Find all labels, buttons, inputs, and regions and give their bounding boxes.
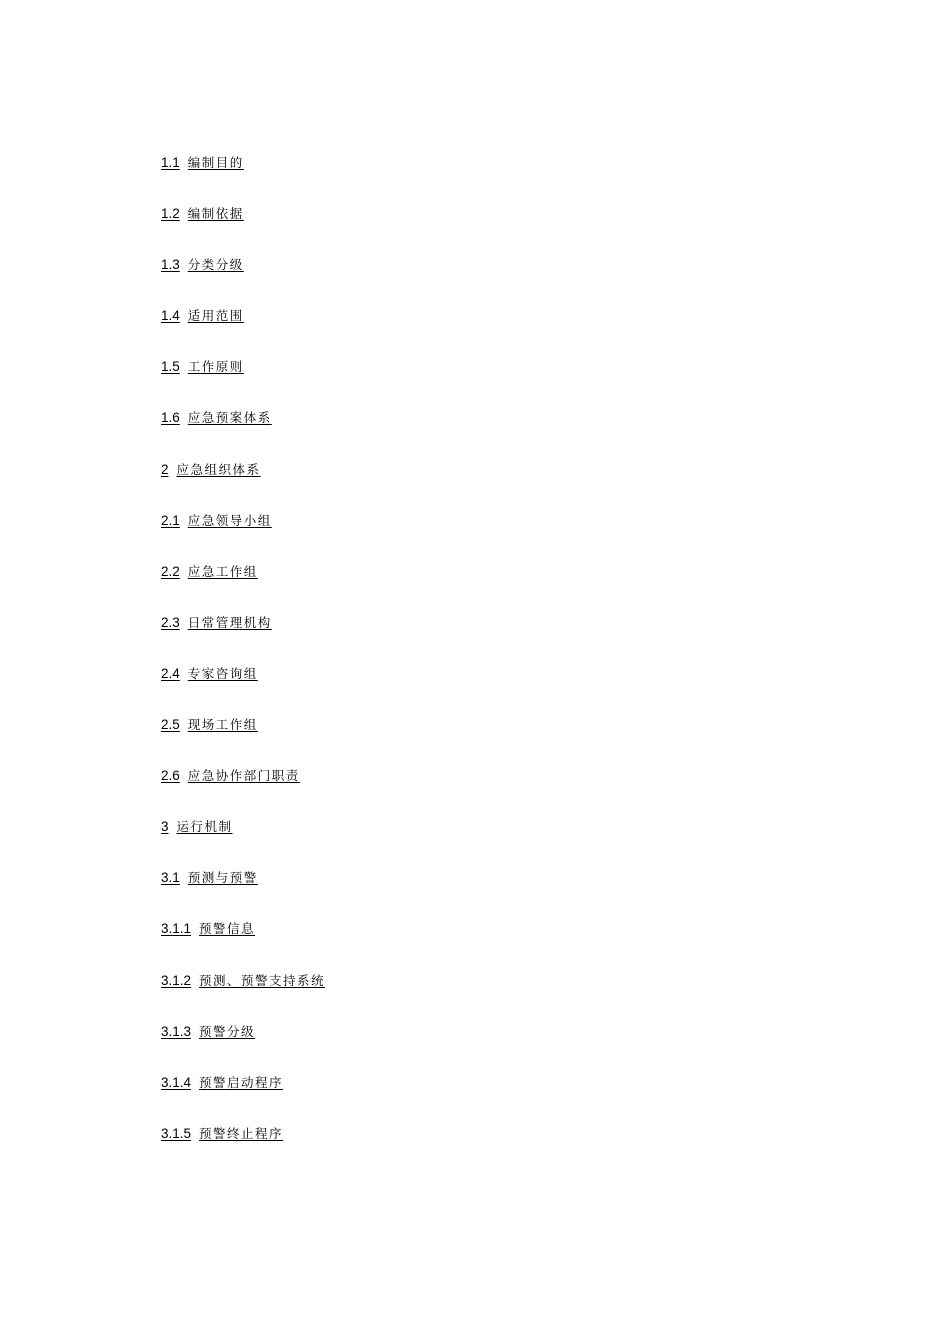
toc-link[interactable] <box>161 309 244 324</box>
toc-entry <box>161 765 861 816</box>
toc-number: 2.3 <box>161 614 180 630</box>
toc-title: 应急工作组 <box>187 563 258 579</box>
toc-number: 2.6 <box>161 768 180 784</box>
toc-title: 应急预案体系 <box>187 410 272 426</box>
toc-link[interactable] <box>161 820 233 835</box>
toc-entry <box>161 152 861 203</box>
toc-title: 应急协作部门职责 <box>187 768 300 784</box>
toc-number: 1.5 <box>161 359 180 375</box>
toc-link[interactable] <box>161 156 244 171</box>
toc-entry <box>161 1021 861 1072</box>
toc-title: 现场工作组 <box>187 717 258 733</box>
toc-number: 3.1.2 <box>161 972 192 988</box>
toc-entry <box>161 407 861 458</box>
toc-number: 1.2 <box>161 206 180 222</box>
toc-title: 运行机制 <box>176 819 233 835</box>
toc-title: 应急领导小组 <box>187 512 272 528</box>
toc-entry <box>161 612 861 663</box>
toc-link[interactable] <box>161 718 258 733</box>
toc-link[interactable] <box>161 514 272 529</box>
toc-number: 3.1.1 <box>161 921 192 937</box>
toc-number: 1.4 <box>161 308 180 324</box>
toc-number: 1.6 <box>161 410 180 426</box>
toc-entry <box>161 510 861 561</box>
toc-link[interactable] <box>161 616 272 631</box>
toc-number: 2.1 <box>161 512 180 528</box>
toc-link[interactable] <box>161 974 325 989</box>
toc-entry <box>161 203 861 254</box>
toc-number: 2.5 <box>161 717 180 733</box>
toc-link[interactable] <box>161 258 244 273</box>
toc-number: 3.1.4 <box>161 1074 192 1090</box>
toc-title: 日常管理机构 <box>187 614 272 630</box>
table-of-contents <box>161 152 861 1174</box>
toc-number: 3.1.3 <box>161 1023 192 1039</box>
toc-title: 预测、预警支持系统 <box>199 972 326 988</box>
toc-entry <box>161 714 861 765</box>
toc-link[interactable] <box>161 1076 283 1091</box>
toc-entry <box>161 918 861 969</box>
toc-number: 3 <box>161 819 169 835</box>
toc-entry <box>161 356 861 407</box>
toc-link[interactable] <box>161 411 272 426</box>
toc-entry <box>161 254 861 305</box>
toc-title: 预警信息 <box>199 921 256 937</box>
toc-link[interactable] <box>161 207 244 222</box>
toc-number: 2 <box>161 461 169 477</box>
toc-entry <box>161 1072 861 1123</box>
toc-title: 适用范围 <box>187 308 244 324</box>
toc-link[interactable] <box>161 463 261 478</box>
toc-link[interactable] <box>161 769 300 784</box>
toc-link[interactable] <box>161 360 244 375</box>
toc-title: 编制依据 <box>187 206 244 222</box>
toc-title: 应急组织体系 <box>176 461 261 477</box>
toc-title: 工作原则 <box>187 359 244 375</box>
toc-link[interactable] <box>161 1025 255 1040</box>
toc-entry <box>161 1123 861 1174</box>
toc-entry <box>161 305 861 356</box>
toc-entry <box>161 663 861 714</box>
toc-number: 2.2 <box>161 563 180 579</box>
toc-link[interactable] <box>161 1127 283 1142</box>
toc-entry <box>161 459 861 510</box>
toc-title: 预测与预警 <box>187 870 258 886</box>
toc-title: 编制目的 <box>187 155 244 170</box>
toc-link[interactable] <box>161 667 258 682</box>
toc-link[interactable] <box>161 871 258 886</box>
toc-entry <box>161 816 861 867</box>
toc-entry <box>161 561 861 612</box>
toc-entry <box>161 970 861 1021</box>
toc-number: 1.3 <box>161 257 180 273</box>
toc-title: 分类分级 <box>187 257 244 273</box>
toc-link[interactable] <box>161 922 255 937</box>
toc-number: 2.4 <box>161 665 180 681</box>
toc-number: 3.1 <box>161 870 180 886</box>
toc-title: 预警终止程序 <box>199 1125 284 1141</box>
toc-number: 3.1.5 <box>161 1125 192 1141</box>
toc-link[interactable] <box>161 565 258 580</box>
toc-title: 预警分级 <box>199 1023 256 1039</box>
toc-title: 预警启动程序 <box>199 1074 284 1090</box>
toc-entry <box>161 867 861 918</box>
toc-title: 专家咨询组 <box>187 665 258 681</box>
toc-number: 1.1 <box>161 155 180 170</box>
